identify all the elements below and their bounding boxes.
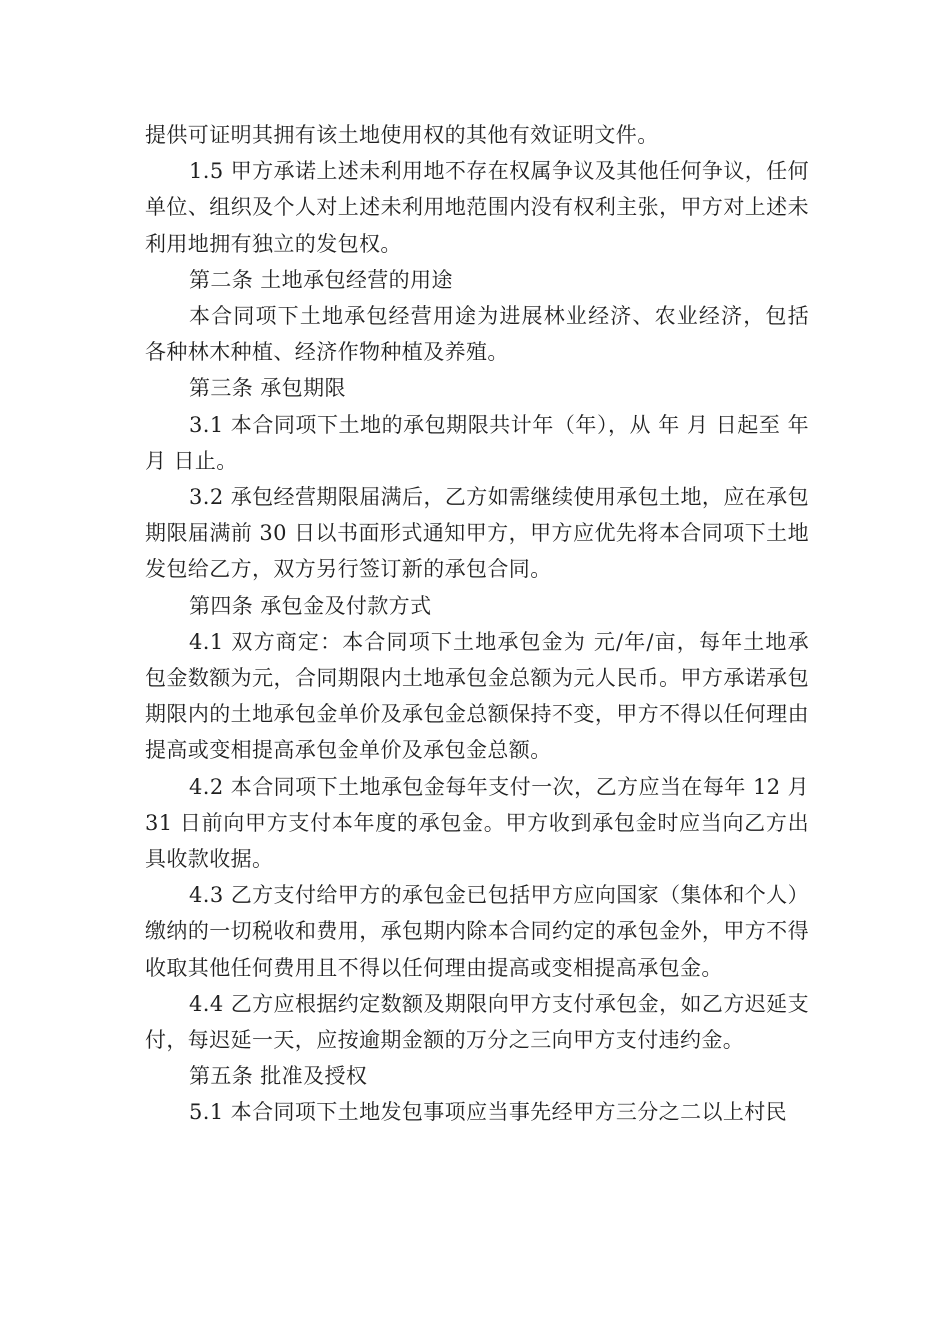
clause-4-1: 4.1 双方商定：本合同项下土地承包金为 元/年/亩，每年土地承包金数额为元，合同期限内土地承包金总额为元人民币。甲方承诺承包期限内的土地承包金单价及承包金总额保持不变，甲方不得以任何理由提高或变相提高承包金单价及承包金总额。: [145, 629, 809, 763]
clause-5-1: 5.1 本合同项下土地发包事项应当事先经甲方三分之二以上村民: [189, 1100, 788, 1125]
article-2-body: 本合同项下土地承包经营用途为进展林业经济、农业经济，包括各种林木种植、经济作物种植及养殖。: [145, 304, 809, 365]
paragraph: 提供可证明其拥有该土地使用权的其他有效证明文件。: [145, 123, 659, 147]
clause-1-5: 1.5 甲方承诺上述未利用地不存在权属争议及其他任何争议，任何单位、组织及个人对上述未利用地范围内没有权利主张，甲方对上述未利用地拥有独立的发包权。: [145, 159, 809, 256]
article-2-heading: 第二条 土地承包经营的用途: [189, 267, 453, 292]
clause-4-4: 4.4 乙方应根据约定数额及期限向甲方支付承包金，如乙方迟延支付，每迟延一天，应按逾期金额的万分之三向甲方支付违约金。: [145, 991, 809, 1053]
clause-3-1: 3.1 本合同项下土地的承包期限共计年（年），从 年 月 日起至 年 月 日止。: [145, 412, 809, 473]
article-4-heading: 第四条 承包金及付款方式: [189, 593, 432, 618]
clause-4-2: 4.2 本合同项下土地承包金每年支付一次，乙方应当在每年 12 月 31 日前向甲方支付本年度的承包金。甲方收到承包金时应当向乙方出具收款收据。: [145, 774, 809, 872]
clause-3-2: 3.2 承包经营期限届满后，乙方如需继续使用承包土地，应在承包期限届满前 30 日以书面形式通知甲方，甲方应优先将本合同项下土地发包给乙方，双方另行签订新的承包合同。: [145, 485, 809, 582]
article-3-heading: 第三条 承包期限: [189, 376, 346, 401]
document-body: [145, 117, 809, 1131]
article-5-heading: 第五条 批准及授权: [189, 1064, 368, 1089]
clause-4-3: 4.3 乙方支付给甲方的承包金已包括甲方应向国家（集体和个人）缴纳的一切税收和费用，承包期内除本合同约定的承包金外，甲方不得收取其他任何费用且不得以任何理由提高或变相提高承包金。: [145, 883, 809, 980]
